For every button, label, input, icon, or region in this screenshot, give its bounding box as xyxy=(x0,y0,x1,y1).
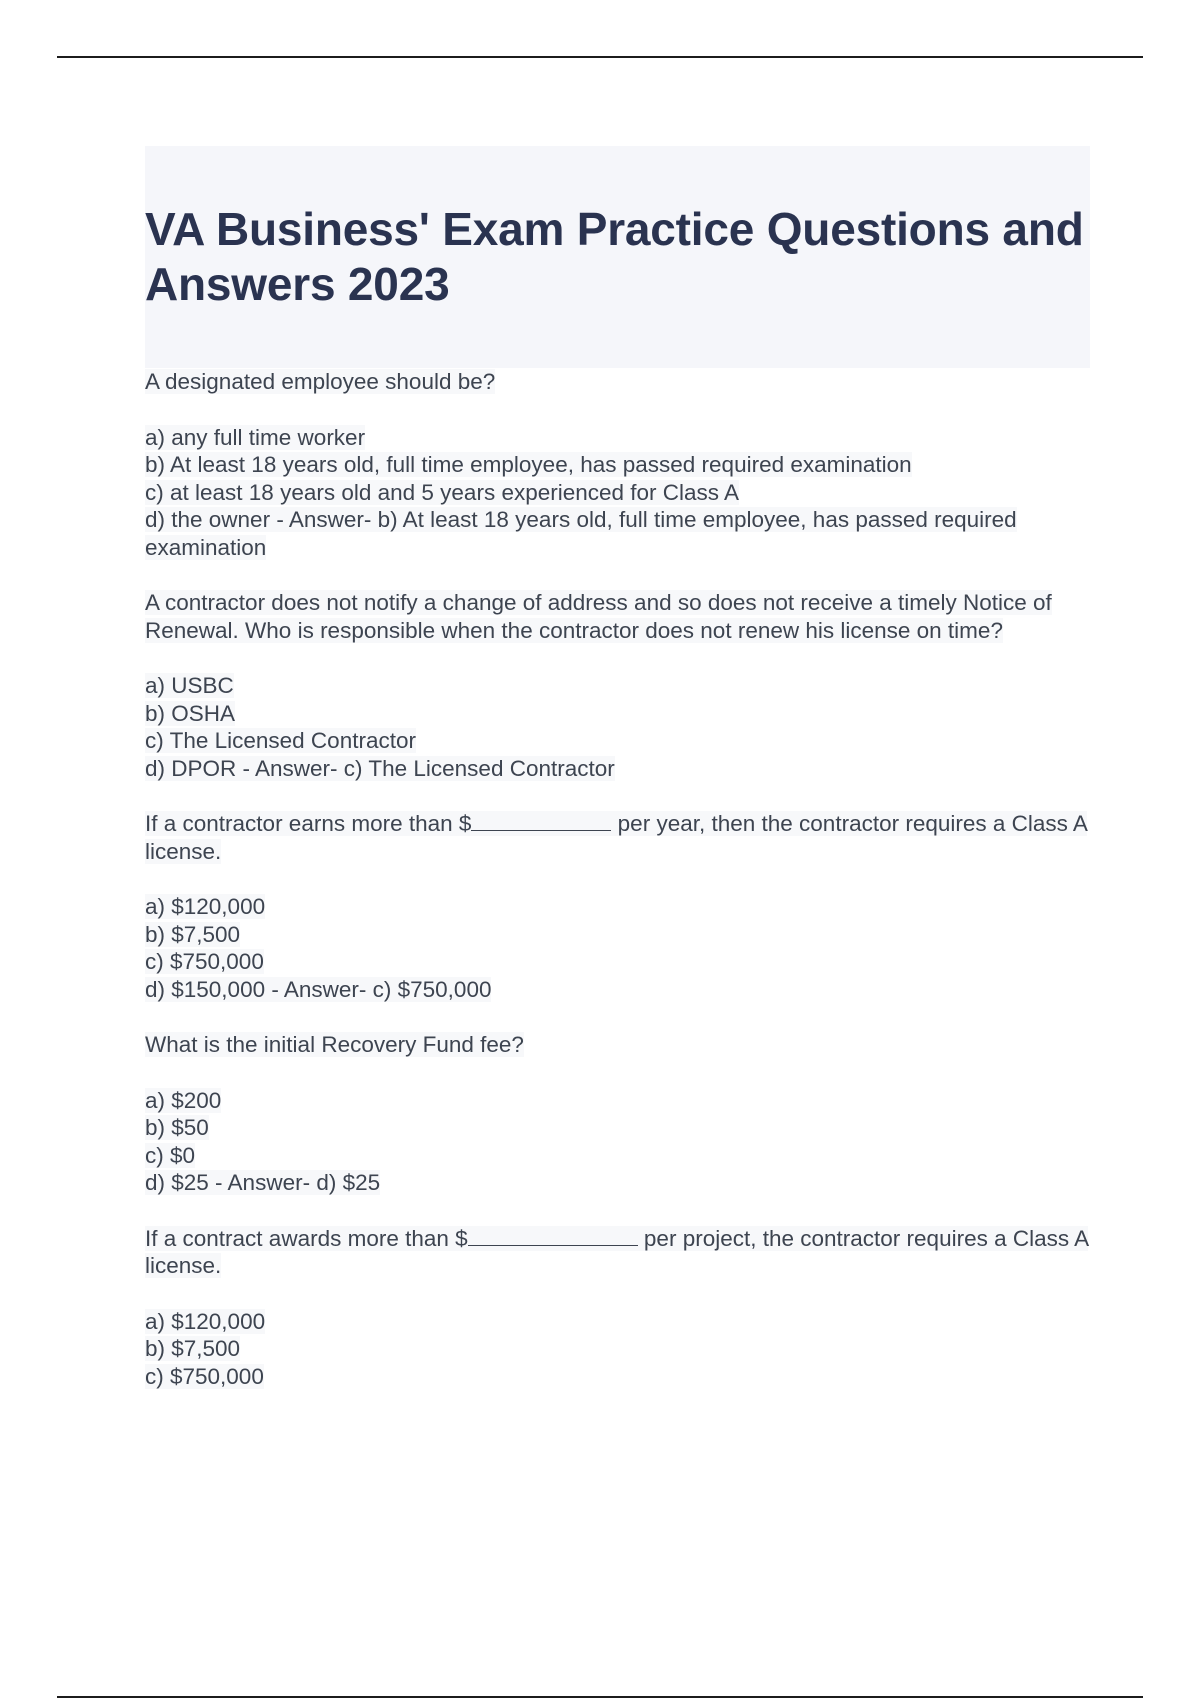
question-3 xyxy=(145,810,1090,1003)
option-item-answer: d) $150,000 - Answer- c) $750,000 xyxy=(145,976,492,1002)
question-5 xyxy=(145,1225,1090,1391)
option-item-answer: d) DPOR - Answer- c) The Licensed Contractor xyxy=(145,755,615,781)
option-item: b) OSHA xyxy=(145,700,236,726)
question-text: If a contractor earns more than $ per year, then the contractor requires a Class A license. xyxy=(145,811,1087,864)
option-item-answer: d) the owner - Answer- b) At least 18 years old, full time employee, has passed required examination xyxy=(145,507,1017,560)
option-item: c) The Licensed Contractor xyxy=(145,728,416,753)
option-item: b) $7,500 xyxy=(145,921,241,947)
question-list xyxy=(145,368,1090,1418)
question-1 xyxy=(145,368,1090,561)
option-item: b) $7,500 xyxy=(145,1336,241,1361)
option-item: a) $200 xyxy=(145,1087,222,1113)
option-list xyxy=(145,1087,1090,1197)
option-item-answer: d) $25 - Answer- d) $25 xyxy=(145,1170,381,1195)
question-text: A designated employee should be? xyxy=(145,369,496,394)
header-rule xyxy=(57,56,1143,58)
option-list xyxy=(145,672,1090,782)
document-title: VA Business' Exam Practice Questions and Answers 2023 xyxy=(145,203,1084,310)
option-item: c) at least 18 years old and 5 years experienced for Class A xyxy=(145,479,740,505)
option-list xyxy=(145,424,1090,562)
option-item: c) $750,000 xyxy=(145,949,264,974)
option-item: c) $750,000 xyxy=(145,1363,264,1389)
question-text: If a contract awards more than $ per project, the contractor requires a Class A license. xyxy=(145,1225,1088,1278)
option-item: a) $120,000 xyxy=(145,1308,266,1334)
question-text: What is the initial Recovery Fund fee? xyxy=(145,1032,524,1057)
question-4 xyxy=(145,1031,1090,1197)
question-2 xyxy=(145,589,1090,782)
option-item: c) $0 xyxy=(145,1142,196,1168)
option-item: a) any full time worker xyxy=(145,424,366,450)
question-text: A contractor does not notify a change of address and so does not receive a timely Notice of Renewal. Who is responsible when the contractor does not renew his license on time? xyxy=(145,590,1052,643)
option-item: a) USBC xyxy=(145,673,234,698)
option-item: a) $120,000 xyxy=(145,894,266,919)
option-item: b) $50 xyxy=(145,1115,209,1140)
answer-blank xyxy=(468,1227,638,1246)
title-block xyxy=(145,146,1090,368)
option-list xyxy=(145,893,1090,1003)
footer-rule xyxy=(57,1696,1143,1698)
option-item: b) At least 18 years old, full time employee, has passed required examination xyxy=(145,452,912,477)
answer-blank xyxy=(471,812,611,831)
option-list xyxy=(145,1308,1090,1391)
